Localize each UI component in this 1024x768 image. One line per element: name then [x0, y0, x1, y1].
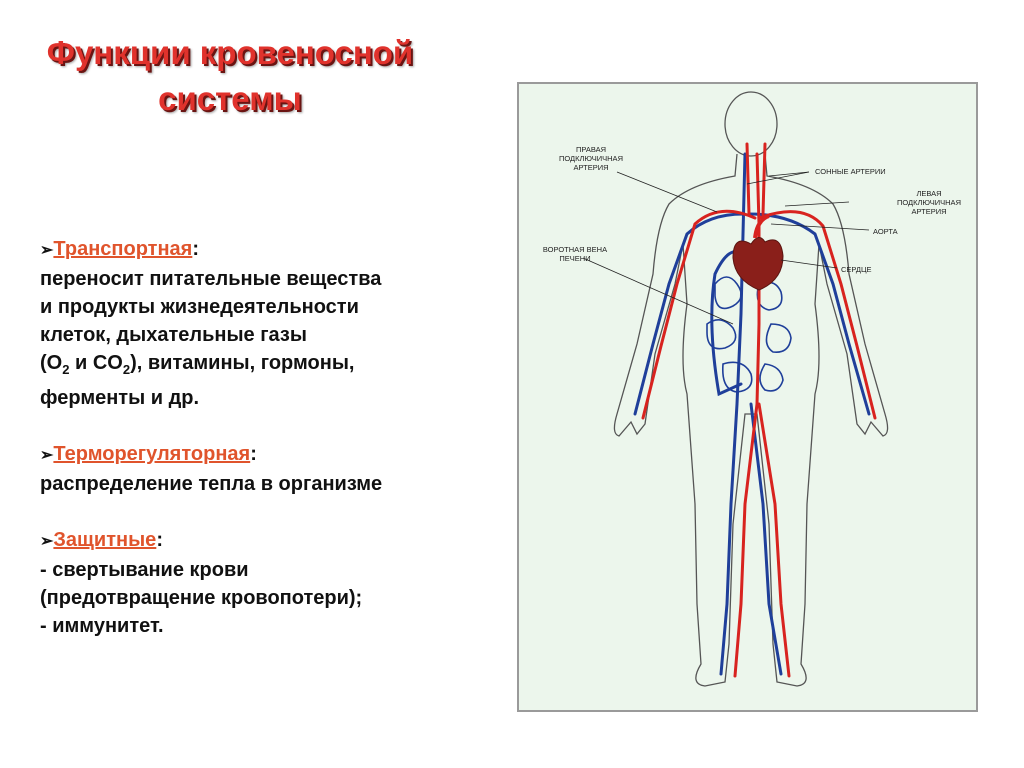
label-portal-vein-1: ВОРОТНАЯ ВЕНА [542, 245, 608, 254]
circulatory-system-illustration [519, 84, 976, 710]
transport-line-4 [40, 349, 440, 384]
bullet-arrow-icon: ➢ [40, 447, 54, 464]
title-line-1: Функции кровеносной [46, 34, 414, 71]
label-right-subclavian-3: АРТЕРИЯ [573, 163, 609, 172]
protective-colon: : [156, 529, 163, 551]
thermo-colon: : [250, 443, 257, 465]
transport-line-4-c: ), витамины, гормоны, [130, 352, 355, 374]
transport-line-4-a: (O [40, 352, 63, 374]
title-line-2: системы [158, 80, 302, 117]
transport-line-5: ферменты и др. [40, 387, 200, 409]
functions-list [40, 235, 440, 640]
thermo-line-1: распределение тепла в организме [40, 473, 383, 495]
body-outline [614, 92, 887, 686]
bullet-arrow-icon: ➢ [40, 533, 54, 550]
label-portal-vein-2: ПЕЧЕНИ [559, 254, 591, 263]
label-left-subclavian-2: ПОДКЛЮЧИЧНАЯ [897, 198, 961, 207]
co2-subscript: 2 [122, 362, 131, 377]
label-heart: СЕРДЦЕ [841, 265, 872, 274]
circulatory-system-figure [517, 82, 978, 712]
label-aorta: АОРТА [873, 227, 898, 236]
o2-subscript: 2 [62, 362, 70, 377]
transport-colon: : [192, 238, 199, 260]
protective-function-name: Защитные [53, 529, 157, 551]
label-right-subclavian-2: ПОДКЛЮЧИЧНАЯ [559, 154, 623, 163]
protective-line-1: - свертывание крови [40, 559, 249, 581]
transport-line-4-b: и CO [69, 352, 123, 374]
thermo-function-name: Терморегуляторная [53, 443, 251, 465]
transport-line-2: и продукты жизнедеятельности [40, 296, 359, 318]
thermo-heading [40, 440, 440, 470]
protective-line-2: (предотвращение кровопотери); [40, 587, 363, 609]
protective-line-3: - иммунитет. [40, 615, 164, 637]
label-carotid-arteries: СОННЫЕ АРТЕРИИ [815, 167, 886, 176]
veins [635, 154, 869, 674]
intestine-veins [707, 277, 791, 392]
label-pointers [583, 172, 869, 324]
protective-heading [40, 526, 440, 556]
transport-line-3: клеток, дыхательные газы [40, 324, 307, 346]
label-right-subclavian-1: ПРАВАЯ [575, 145, 607, 154]
bullet-arrow-icon: ➢ [40, 242, 54, 259]
label-left-subclavian-3: АРТЕРИЯ [911, 207, 947, 216]
transport-function-name: Транспортная [53, 238, 193, 260]
label-left-subclavian-1: ЛЕВАЯ [916, 189, 942, 198]
transport-line-1: переносит питательные вещества [40, 268, 382, 290]
page-title [30, 30, 430, 122]
transport-heading [40, 235, 440, 265]
